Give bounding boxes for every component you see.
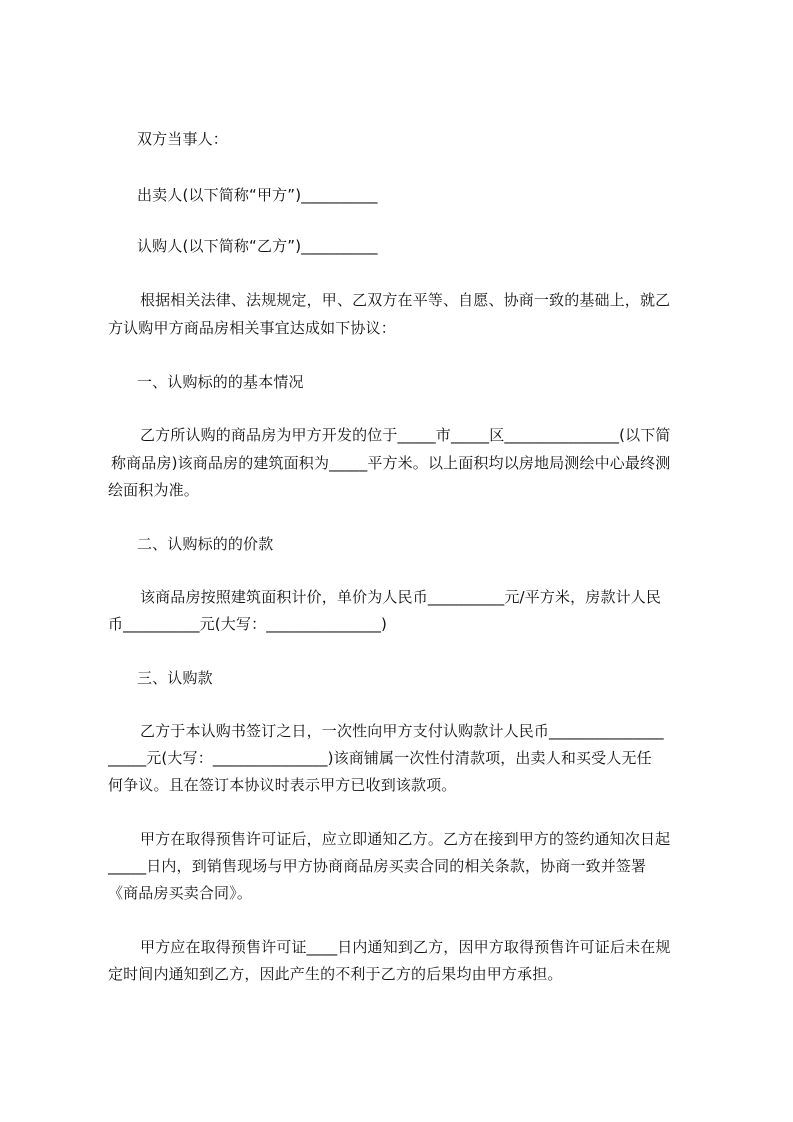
section3-para1-line-3: 何争议。且在签订本协议时表示甲方已收到该款项。	[108, 776, 457, 794]
intro-line-1: 根据相关法律、法规规定，甲、乙双方在平等、自愿、协商一致的基础上，就乙	[140, 291, 671, 309]
section1-line-3: 绘面积为准。	[108, 481, 199, 499]
section3-para3-line-2: 定时间内通知到乙方，因此产生的不利于乙方的后果均由甲方承担。	[108, 965, 563, 983]
section1-line-1: 乙方所认购的商品房为甲方开发的位于_____市_____区_______________(以下简	[140, 426, 671, 444]
parties-heading: 双方当事人：	[137, 130, 228, 148]
section3-para2-line-3: 《商品房买卖合同》。	[108, 884, 253, 902]
section3-para3-line-1: 甲方应在取得预售许可证____日内通知到乙方，因甲方取得预售许可证后未在规	[140, 938, 671, 956]
section3-heading: 三、认购款	[137, 669, 213, 687]
section2-heading: 二、认购标的的价款	[137, 535, 274, 553]
section3-para1-line-2: _____元(大写：_______________)该商铺属一次性付清款项，出卖人和买受人无任	[108, 749, 652, 767]
section1-heading: 一、认购标的的基本情况	[137, 373, 304, 391]
buyer-line: 认购人(以下简称“乙方”)__________	[137, 237, 378, 255]
section2-line-1: 该商品房按照建筑面积计价，单价为人民币__________元/平方米，房款计人民	[140, 588, 662, 606]
seller-line: 出卖人(以下简称“甲方”)__________	[137, 186, 378, 204]
intro-line-2: 方认购甲方商品房相关事宜达成如下协议：	[108, 319, 396, 337]
section3-para2-line-1: 甲方在取得预售许可证后，应立即通知乙方。乙方在接到甲方的签约通知次日起	[140, 830, 671, 848]
section2-line-2: 币__________元(大写：_______________)	[108, 615, 388, 633]
section3-para1-line-1: 乙方于本认购书签订之日，一次性向甲方支付认购款计人民币_______________	[140, 722, 664, 740]
section3-para2-line-2: _____日内，到销售现场与甲方协商商品房买卖合同的相关条款，协商一致并签署	[108, 857, 647, 875]
section1-line-2: 称商品房)该商品房的建筑面积为_____平方米。以上面积均以房地局测绘中心最终测	[111, 454, 671, 472]
